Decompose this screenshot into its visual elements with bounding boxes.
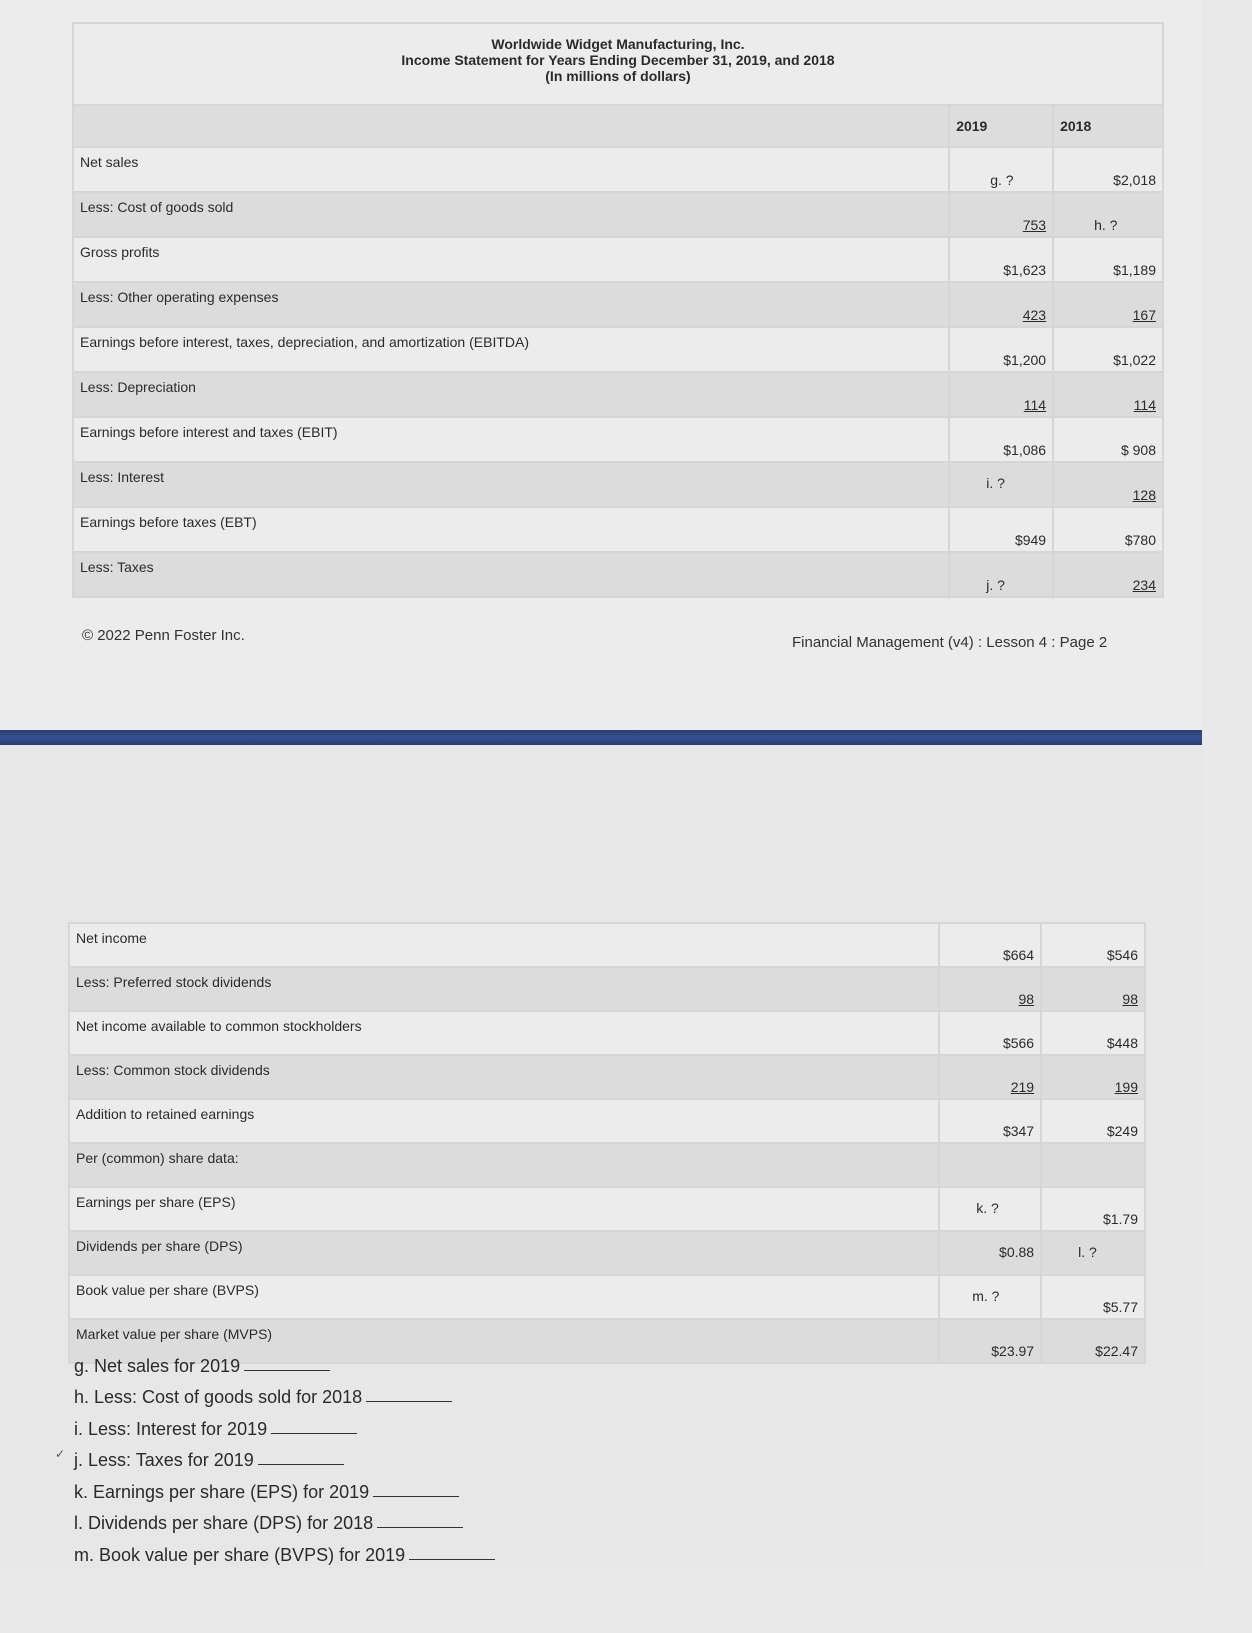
value-2019: m. ? — [939, 1275, 1041, 1319]
table-row — [69, 923, 1145, 967]
value-2019: 219 — [939, 1055, 1041, 1099]
row-label: Earnings per share (EPS) — [69, 1187, 939, 1231]
table-row — [73, 192, 1163, 237]
table-row — [73, 282, 1163, 327]
table-row — [73, 147, 1163, 192]
value-2018: $1,189 — [1053, 237, 1163, 282]
value-2018: $780 — [1053, 507, 1163, 552]
title-line-1: Worldwide Widget Manufacturing, Inc. — [491, 36, 745, 52]
value-2019: $1,200 — [949, 327, 1053, 372]
answer-blank[interactable] — [409, 1558, 495, 1560]
table-row — [69, 967, 1145, 1011]
header-2019: 2019 — [949, 105, 1053, 147]
value-2018: $2,018 — [1053, 147, 1163, 192]
check-mark-icon: ✓ — [55, 1447, 66, 1461]
question-text: m. Book value per share (BVPS) for 2019 — [74, 1544, 406, 1565]
table-row — [73, 462, 1163, 507]
row-label: Addition to retained earnings — [69, 1099, 939, 1143]
title-line-3: (In millions of dollars) — [545, 68, 691, 84]
row-label: Less: Common stock dividends — [69, 1055, 939, 1099]
divider-band — [0, 730, 1202, 745]
row-label: Less: Depreciation — [73, 372, 949, 417]
row-label: Book value per share (BVPS) — [69, 1275, 939, 1319]
value-2018: 128 — [1053, 462, 1163, 507]
question-text: k. Earnings per share (EPS) for 2019 — [74, 1481, 370, 1502]
value-2019: $664 — [939, 923, 1041, 967]
value-2019: 98 — [939, 967, 1041, 1011]
value-2019: $23.97 — [939, 1319, 1041, 1363]
table-row — [73, 372, 1163, 417]
value-2018: $546 — [1041, 923, 1145, 967]
table-row — [69, 1099, 1145, 1143]
income-statement-table — [72, 22, 1164, 598]
value-2018: $ 908 — [1053, 417, 1163, 462]
row-label: Less: Preferred stock dividends — [69, 967, 939, 1011]
copyright-text: © 2022 Penn Foster Inc. — [82, 627, 245, 644]
question-text: l. Dividends per share (DPS) for 2018 — [74, 1513, 374, 1533]
value-2018: $448 — [1041, 1011, 1145, 1055]
value-2018: $5.77 — [1041, 1275, 1145, 1319]
value-2018: $22.47 — [1041, 1319, 1145, 1363]
value-2018: 114 — [1053, 372, 1163, 417]
value-2018: $1,022 — [1053, 327, 1163, 372]
list-item — [74, 1534, 495, 1566]
row-label: Less: Other operating expenses — [73, 282, 949, 327]
value-2019: k. ? — [939, 1187, 1041, 1231]
table-row — [69, 1187, 1145, 1231]
value-2018: 234 — [1053, 552, 1163, 597]
income-statement-continued-table — [68, 922, 1146, 1364]
row-label: Gross profits — [73, 237, 949, 282]
row-label: Less: Interest — [73, 462, 949, 507]
value-2019: 423 — [949, 282, 1053, 327]
value-2019: 753 — [949, 192, 1053, 237]
value-2018: 167 — [1053, 282, 1163, 327]
list-item — [74, 1440, 495, 1472]
table-row — [69, 1143, 1145, 1187]
list-item — [74, 1471, 495, 1503]
value-2018: $249 — [1041, 1099, 1145, 1143]
answer-blank[interactable] — [271, 1432, 357, 1434]
header-2018: 2018 — [1053, 105, 1163, 147]
table-row — [69, 1275, 1145, 1319]
value-2019: 114 — [949, 372, 1053, 417]
value-2019: $1,623 — [949, 237, 1053, 282]
value-2019: j. ? — [949, 552, 1053, 597]
table-row — [73, 237, 1163, 282]
list-item — [74, 1408, 495, 1440]
title-line-2: Income Statement for Years Ending December 31, 2019, and 2018 — [401, 52, 835, 68]
question-text: i. Less: Interest for 2019 — [74, 1418, 268, 1439]
value-2019: $0.88 — [939, 1231, 1041, 1275]
course-page-label: Financial Management (v4) : Lesson 4 : Page 2 — [792, 634, 1108, 651]
table-row — [73, 327, 1163, 372]
answer-blank[interactable] — [366, 1400, 452, 1402]
table-row — [73, 552, 1163, 597]
value-2018: h. ? — [1053, 192, 1163, 237]
value-2018: 199 — [1041, 1055, 1145, 1099]
row-label: Net income available to common stockholders — [69, 1011, 939, 1055]
row-label: Less: Cost of goods sold — [73, 192, 949, 237]
statement-title — [73, 23, 1163, 105]
row-label: Per (common) share data: — [69, 1143, 939, 1187]
question-list — [74, 1345, 495, 1566]
answer-blank[interactable] — [373, 1495, 459, 1497]
list-item — [74, 1345, 495, 1377]
value-2018: 98 — [1041, 967, 1145, 1011]
value-2019: $1,086 — [949, 417, 1053, 462]
question-text: h. Less: Cost of goods sold for 2018 — [74, 1387, 363, 1407]
question-text: g. Net sales for 2019 — [74, 1355, 241, 1376]
answer-blank[interactable] — [244, 1369, 330, 1371]
table-row — [73, 417, 1163, 462]
table-row — [69, 1055, 1145, 1099]
header-blank — [73, 105, 949, 147]
row-label: Dividends per share (DPS) — [69, 1231, 939, 1275]
answer-blank[interactable] — [377, 1526, 463, 1528]
value-2018: l. ? — [1041, 1231, 1145, 1275]
value-2019 — [939, 1143, 1041, 1187]
question-text: j. Less: Taxes for 2019 — [74, 1450, 254, 1470]
list-item — [74, 1503, 495, 1535]
table-row — [69, 1231, 1145, 1275]
value-2019: g. ? — [949, 147, 1053, 192]
row-label: Net sales — [73, 147, 949, 192]
row-label: Market value per share (MVPS) — [69, 1319, 939, 1363]
value-2018: $1.79 — [1041, 1187, 1145, 1231]
value-2018 — [1041, 1143, 1145, 1187]
value-2019: $347 — [939, 1099, 1041, 1143]
row-label: Net income — [69, 923, 939, 967]
row-label: Earnings before interest and taxes (EBIT) — [73, 417, 949, 462]
row-label: Less: Taxes — [73, 552, 949, 597]
value-2019: $949 — [949, 507, 1053, 552]
answer-blank[interactable] — [258, 1463, 344, 1465]
list-item — [74, 1377, 495, 1409]
row-label: Earnings before interest, taxes, depreciation, and amortization (EBITDA) — [73, 327, 949, 372]
value-2019: i. ? — [949, 462, 1053, 507]
table-row — [69, 1011, 1145, 1055]
row-label: Earnings before taxes (EBT) — [73, 507, 949, 552]
value-2019: $566 — [939, 1011, 1041, 1055]
table-row — [73, 507, 1163, 552]
